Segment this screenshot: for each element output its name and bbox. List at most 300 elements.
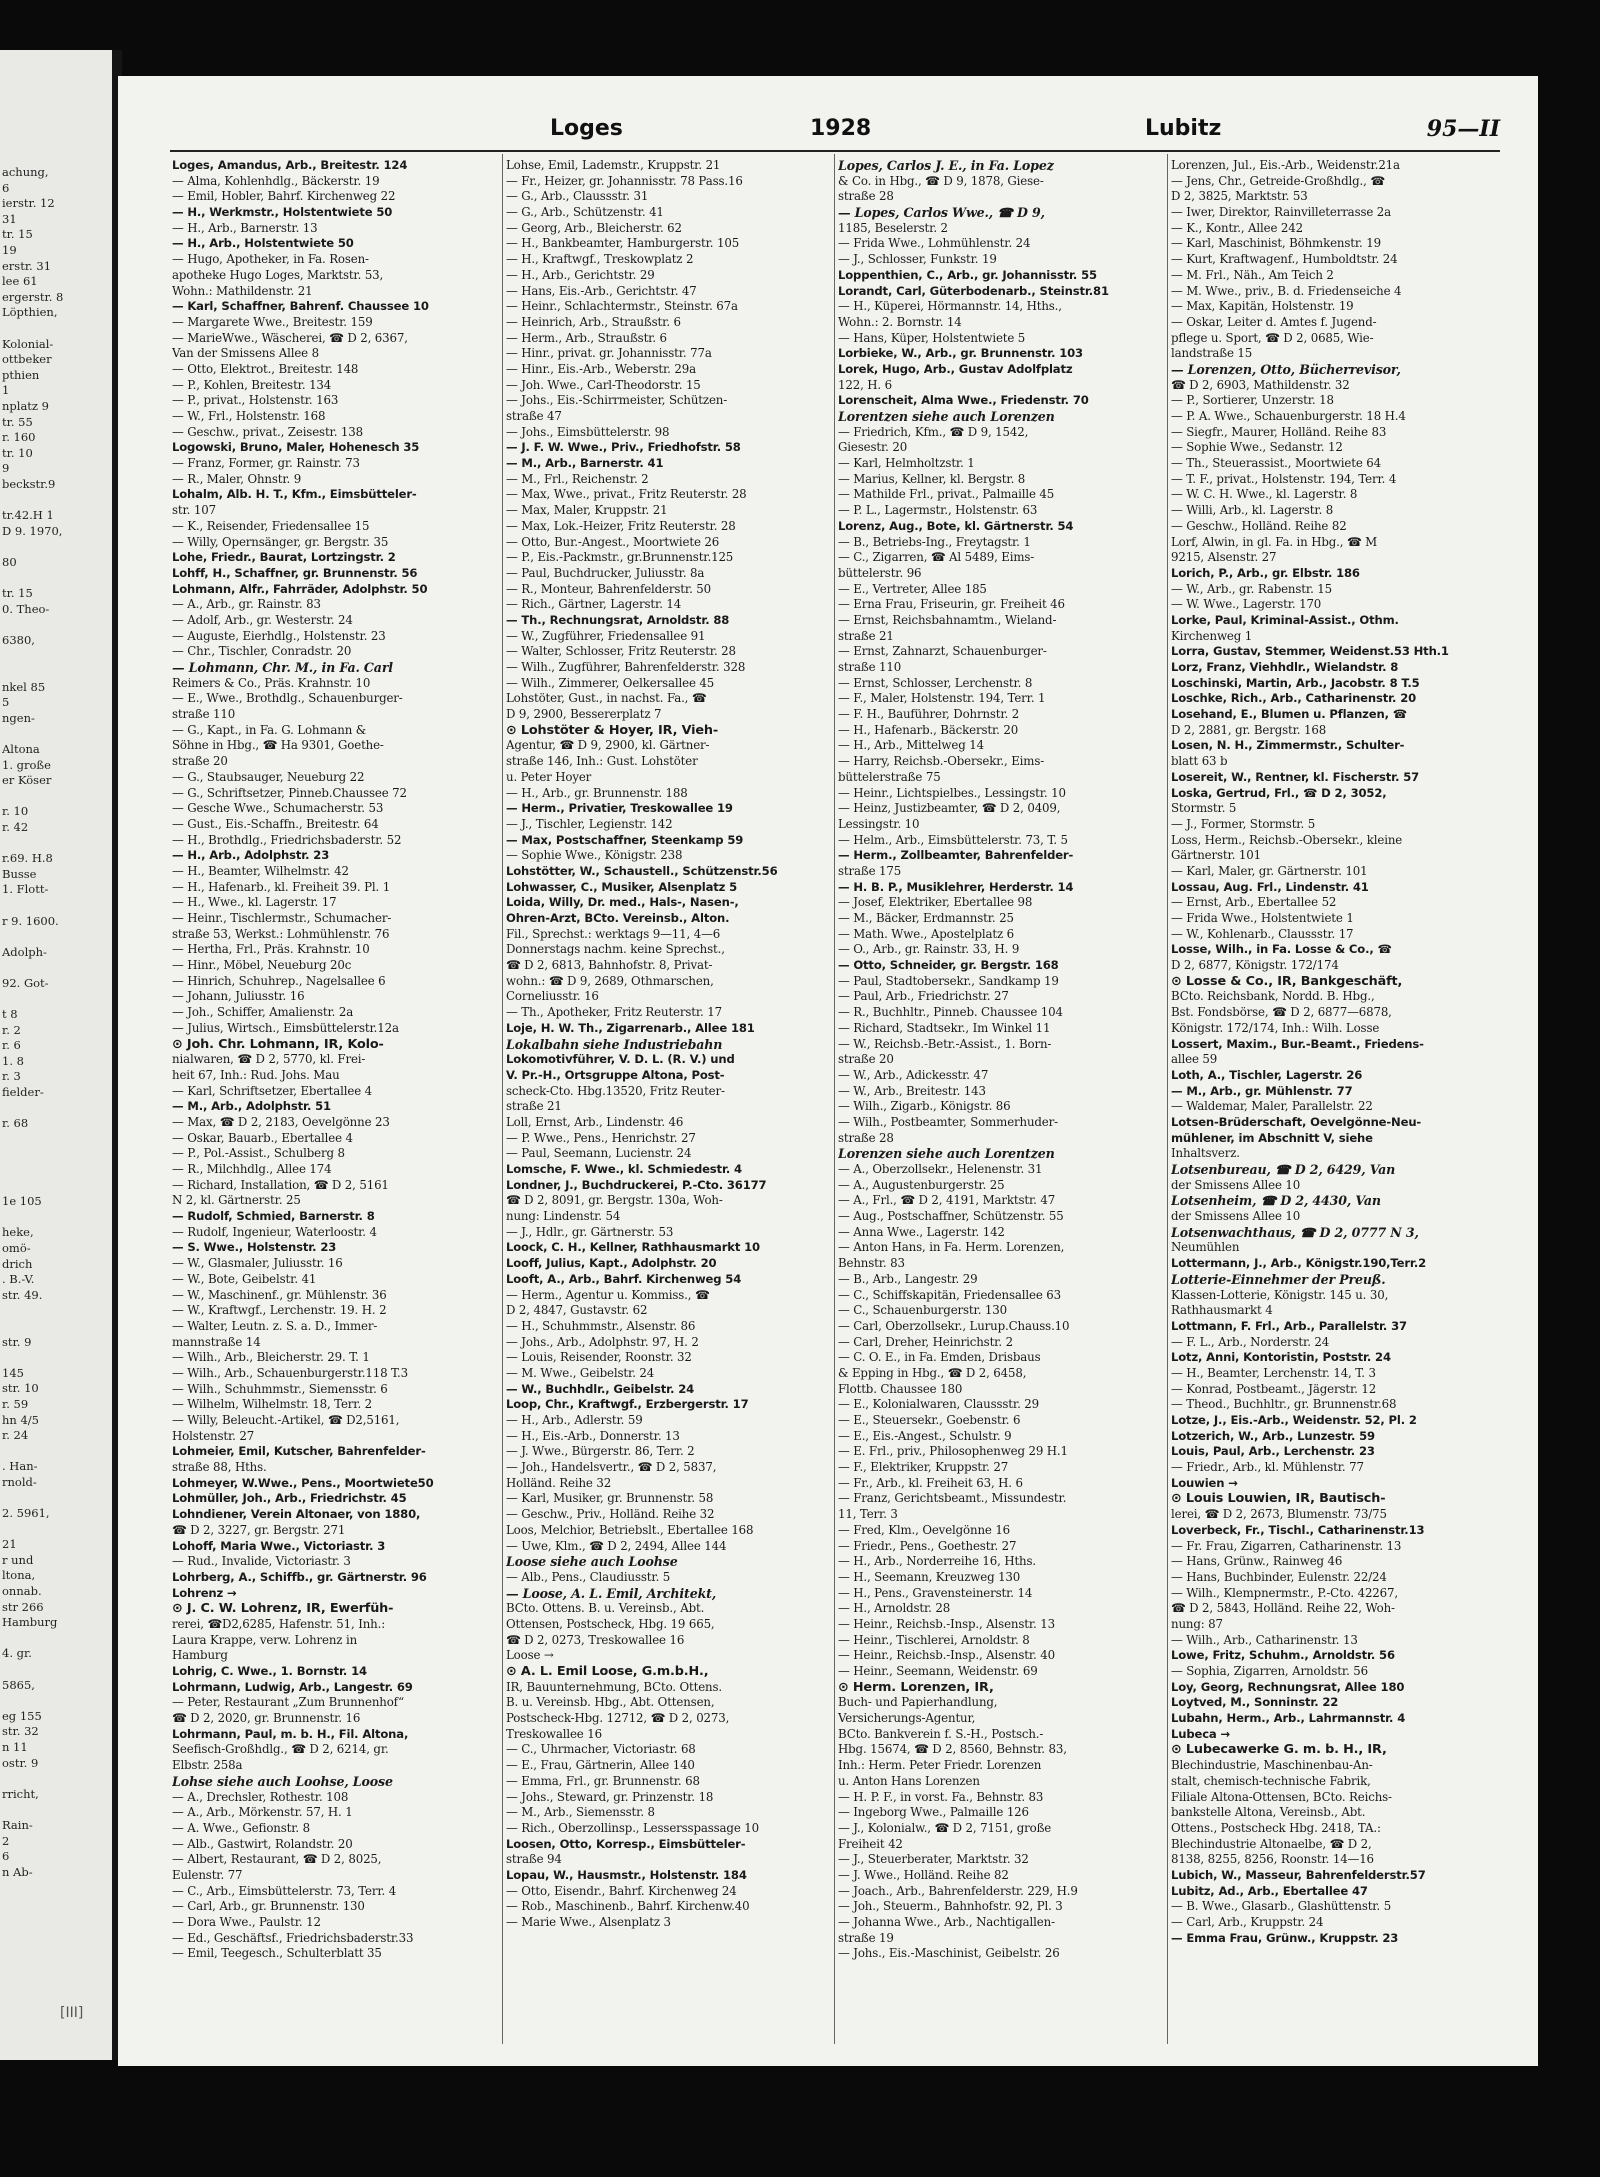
directory-entry: Blechindustrie, Maschinenbau-An- bbox=[1171, 1758, 1373, 1773]
directory-entry: ☎ D 2, 6813, Bahnhofstr. 8, Privat- bbox=[506, 958, 713, 973]
directory-entry: — H., Arb., Adolphstr. 23 bbox=[172, 848, 330, 863]
directory-entry: — Wilh., Arb., Catharinenstr. 13 bbox=[1171, 1632, 1358, 1647]
directory-entry: Freiheit 42 bbox=[838, 1836, 903, 1851]
directory-entry: 122, H. 6 bbox=[838, 377, 892, 392]
directory-entry: allee 59 bbox=[1171, 1052, 1218, 1067]
directory-entry: — P. L., Lagermstr., Holstenstr. 63 bbox=[838, 503, 1038, 518]
prev-page-line: 80 bbox=[2, 554, 17, 569]
header-year: 1928 bbox=[810, 116, 872, 141]
directory-entry: Loska, Gertrud, Frl., ☎ D 2, 3052, bbox=[1171, 785, 1387, 800]
prev-page-line bbox=[2, 1490, 114, 1506]
directory-entry: — Karl, Maler, gr. Gärtnerstr. 101 bbox=[1171, 863, 1368, 878]
prev-page-line: 31 bbox=[2, 211, 17, 226]
directory-entry: — Heinr., Seemann, Weidenstr. 69 bbox=[838, 1664, 1038, 1678]
directory-entry: Hamburg bbox=[172, 1648, 228, 1663]
directory-entry: — Otto, Elektrot., Breitestr. 148 bbox=[172, 361, 359, 376]
prev-page-line bbox=[2, 617, 114, 633]
directory-entry: — Peter, Restaurant „Zum Brunnenhof“ bbox=[172, 1695, 404, 1710]
prev-page-line bbox=[2, 1303, 114, 1319]
directory-entry: BCto. Ottens. B. u. Vereinsb., Abt. bbox=[506, 1601, 705, 1616]
directory-entry: Lotz, Anni, Kontoristin, Poststr. 24 bbox=[1171, 1350, 1391, 1365]
directory-entry: — Otto, Schneider, gr. Bergstr. 168 bbox=[838, 958, 1059, 973]
directory-entry: — M., Frl., Reichenstr. 2 bbox=[506, 471, 649, 486]
directory-entry: — K., Reisender, Friedensallee 15 bbox=[172, 518, 370, 533]
directory-entry: — T. F., privat., Holstenstr. 194, Terr. 4 bbox=[1171, 471, 1397, 486]
directory-entry: Lessingstr. 10 bbox=[838, 816, 920, 831]
prev-page-line bbox=[2, 1522, 114, 1538]
directory-entry: Loverbeck, Fr., Tischl., Catharinenstr.13 bbox=[1171, 1522, 1425, 1537]
directory-entry: Lotze, J., Eis.-Arb., Weidenstr. 52, Pl. 2 bbox=[1171, 1413, 1417, 1427]
directory-entry: — Max, Wwe., privat., Fritz Reuterstr. 28 bbox=[506, 487, 747, 502]
prev-page-line: r. 10 bbox=[2, 804, 29, 819]
directory-entry: Bst. Fondsbörse, ☎ D 2, 6877—6878, bbox=[1171, 1005, 1392, 1020]
directory-entry: Holländ. Reihe 32 bbox=[506, 1475, 612, 1490]
directory-entry: — Wilhelm, Wilhelmstr. 18, Terr. 2 bbox=[172, 1397, 373, 1412]
directory-entry: — H., Brothdlg., Friedrichsbaderstr. 52 bbox=[172, 832, 402, 847]
directory-entry: — W., Frl., Holstenstr. 168 bbox=[172, 409, 326, 423]
directory-entry: Lorenzen siehe auch Lorentzen bbox=[838, 1146, 1055, 1162]
directory-entry: — W., Kraftwgf., Lerchenstr. 19. H. 2 bbox=[172, 1303, 387, 1318]
prev-page-line: tr. 55 bbox=[2, 414, 33, 429]
directory-entry: ☎ D 2, 8091, gr. Bergstr. 130a, Woh- bbox=[506, 1193, 723, 1208]
directory-entry: — Herm., Privatier, Treskowallee 19 bbox=[506, 801, 733, 816]
directory-entry: — Auguste, Eierhdlg., Holstenstr. 23 bbox=[172, 628, 386, 643]
prev-page-line: ostr. 9 bbox=[2, 1755, 39, 1770]
page-header bbox=[170, 116, 1500, 146]
directory-entry: — Ed., Geschäftsf., Friedrichsbaderstr.33 bbox=[172, 1930, 414, 1945]
directory-entry: — H., Bankbeamter, Hamburgerstr. 105 bbox=[506, 236, 740, 251]
directory-entry: — Joh., Schiffer, Amalienstr. 2a bbox=[172, 1005, 354, 1020]
directory-entry: ⊙ Losse & Co., IR, Bankgeschäft, bbox=[1171, 973, 1403, 989]
prev-page-line: r.69. H.8 bbox=[2, 851, 53, 866]
directory-entry: — Hans, Küper, Holstentwiete 5 bbox=[838, 330, 1026, 345]
directory-entry: Lorra, Gustav, Stemmer, Weidenst.53 Hth.1 bbox=[1171, 644, 1449, 659]
directory-entry: — C., Arb., Eimsbüttelerstr. 73, Terr. 4 bbox=[172, 1883, 397, 1898]
directory-entry: ⊙ Herm. Lorenzen, IR, bbox=[838, 1679, 994, 1695]
directory-entry: — K., Kontr., Allee 242 bbox=[1171, 220, 1303, 235]
directory-entry: — H., Hafenarb., Bäckerstr. 20 bbox=[838, 722, 1019, 737]
directory-entry: Lorbieke, W., Arb., gr. Brunnenstr. 103 bbox=[838, 346, 1083, 361]
directory-entry: — Heinr., Tischlermstr., Schumacher- bbox=[172, 911, 392, 925]
directory-entry: — C., Uhrmacher, Victoriastr. 68 bbox=[506, 1742, 696, 1757]
directory-entry: — Sophie Wwe., Königstr. 238 bbox=[506, 848, 683, 863]
directory-entry: Lorich, P., Arb., gr. Elbstr. 186 bbox=[1171, 565, 1360, 580]
directory-entry: — Wilh., Schuhmmstr., Siemensstr. 6 bbox=[172, 1381, 388, 1396]
directory-entry: — M., Arb., Adolphstr. 51 bbox=[172, 1099, 331, 1114]
prev-page-line: str. 9 bbox=[2, 1334, 32, 1349]
directory-entry: — H., Beamter, Wilhelmstr. 42 bbox=[172, 863, 349, 878]
directory-entry: — Theod., Buchhltr., gr. Brunnenstr.68 bbox=[1171, 1397, 1397, 1412]
directory-entry: — Paul, Arb., Friedrichstr. 27 bbox=[838, 989, 1009, 1004]
header-first-entry: Loges bbox=[550, 116, 623, 141]
directory-entry: — H., Arb., Barnerstr. 13 bbox=[172, 220, 318, 235]
directory-entry: Loje, H. W. Th., Zigarrenarb., Allee 181 bbox=[506, 1020, 755, 1035]
prev-page-line: 21 bbox=[2, 1537, 17, 1552]
prev-page-line bbox=[2, 1163, 114, 1179]
directory-entry: — Marie Wwe., Alsenplatz 3 bbox=[506, 1915, 671, 1929]
directory-entry: — W., Glasmaler, Juliusstr. 16 bbox=[172, 1256, 343, 1271]
prev-page-line: r. 68 bbox=[2, 1116, 29, 1131]
directory-entry: Lorentzen siehe auch Lorenzen bbox=[838, 409, 1055, 424]
directory-entry: Loos, Melchior, Betriebslt., Ebertallee 168 bbox=[506, 1522, 754, 1537]
directory-entry: N 2, kl. Gärtnerstr. 25 bbox=[172, 1193, 301, 1208]
prev-page-line: n 11 bbox=[2, 1739, 28, 1754]
directory-entry: — F., Maler, Holstenstr. 194, Terr. 1 bbox=[838, 691, 1046, 706]
directory-entry: — G., Staubsauger, Neueburg 22 bbox=[172, 769, 365, 784]
directory-entry: — Johann, Juliusstr. 16 bbox=[172, 989, 305, 1004]
directory-entry: — Frida Wwe., Lohmühlenstr. 24 bbox=[838, 236, 1031, 251]
directory-entry: — F. H., Bauführer, Dohrnstr. 2 bbox=[838, 707, 1020, 722]
directory-entry: Lohmeyer, W.Wwe., Pens., Moortwiete50 bbox=[172, 1475, 434, 1490]
directory-entry: — Franz, Gerichtsbeamt., Missundestr. bbox=[838, 1491, 1067, 1506]
directory-entry: straße 110 bbox=[172, 707, 236, 722]
directory-entry: Inh.: Herm. Peter Friedr. Lorenzen bbox=[838, 1758, 1042, 1773]
directory-entry: — W., Reichsb.-Betr.-Assist., 1. Born- bbox=[838, 1036, 1052, 1051]
directory-entry: — Oskar, Leiter d. Amtes f. Jugend- bbox=[1171, 314, 1377, 329]
directory-entry: — Rob., Maschinenb., Bahrf. Kirchenw.40 bbox=[506, 1899, 750, 1914]
directory-entry: — E., Vertreter, Allee 185 bbox=[838, 581, 987, 596]
directory-entry: büttelerstr. 96 bbox=[838, 565, 922, 580]
prev-page-line bbox=[2, 1179, 114, 1195]
directory-entry: & Epping in Hbg., ☎ D 2, 6458, bbox=[838, 1365, 1027, 1380]
directory-entry: — Willy, Opernsänger, gr. Bergstr. 35 bbox=[172, 534, 389, 549]
prev-page-line: 92. Got- bbox=[2, 975, 49, 990]
prev-page-line: eg 155 bbox=[2, 1708, 42, 1723]
directory-entry: — C., Zigarren, ☎ Al 5489, Eims- bbox=[838, 550, 1035, 565]
directory-entry: Lohe, Friedr., Baurat, Lortzingstr. 2 bbox=[172, 550, 396, 565]
directory-entry: Lohrenz → bbox=[172, 1585, 237, 1600]
directory-entry: wohn.: ☎ D 9, 2689, Othmarschen, bbox=[506, 973, 714, 988]
directory-entry: Elbstr. 258a bbox=[172, 1758, 243, 1773]
directory-entry: — Wilh., Arb., Schauenburgerstr.118 T.3 bbox=[172, 1365, 408, 1380]
directory-entry: — H., Arb., Mittelweg 14 bbox=[838, 738, 984, 753]
prev-page-line bbox=[2, 492, 114, 508]
directory-entry: — A., Arb., Mörkenstr. 57, H. 1 bbox=[172, 1805, 353, 1820]
directory-entry: — Willi, Arb., kl. Lagerstr. 8 bbox=[1171, 503, 1334, 518]
directory-entry: Lokomotivführer, V. D. L. (R. V.) und bbox=[506, 1052, 735, 1067]
directory-entry: — Ernst, Arb., Ebertallee 52 bbox=[1171, 895, 1337, 910]
directory-entry: — Herm., Arb., Straußstr. 6 bbox=[506, 330, 667, 345]
directory-entry: — Sophia, Zigarren, Arnoldstr. 56 bbox=[1171, 1664, 1368, 1678]
directory-entry: — E. Frl., priv., Philosophenweg 29 H.1 bbox=[838, 1444, 1068, 1459]
directory-entry: — P., Eis.-Packmstr., gr.Brunnenstr.125 bbox=[506, 550, 734, 565]
prev-page-line: r. 160 bbox=[2, 430, 36, 445]
directory-entry: — Carl, Arb., Kruppstr. 24 bbox=[1171, 1915, 1324, 1929]
column-divider bbox=[1167, 154, 1168, 2044]
prev-page-line: r. 6 bbox=[2, 1038, 21, 1053]
directory-entry: Losen, N. H., Zimmermstr., Schulter- bbox=[1171, 738, 1405, 753]
directory-entry: ☎ D 2, 3227, gr. Bergstr. 271 bbox=[172, 1522, 346, 1537]
directory-entry: — H., Kraftwgf., Treskowplatz 2 bbox=[506, 252, 694, 267]
directory-entry: — H. P. F., in vorst. Fa., Behnstr. 83 bbox=[838, 1789, 1044, 1804]
directory-entry: Losereit, W., Rentner, kl. Fischerstr. 57 bbox=[1171, 769, 1420, 784]
prev-page-line: rnold- bbox=[2, 1474, 37, 1489]
directory-entry: — G., Kapt., in Fa. G. Lohmann & bbox=[172, 722, 367, 737]
prev-page-line bbox=[2, 1693, 114, 1709]
directory-entry: — Friedrich, Kfm., ☎ D 9, 1542, bbox=[838, 424, 1029, 439]
prev-page-line: ltona, bbox=[2, 1568, 36, 1583]
directory-entry: Lossert, Maxim., Bur.-Beamt., Friedens- bbox=[1171, 1036, 1424, 1051]
directory-entry: landstraße 15 bbox=[1171, 346, 1253, 361]
directory-column-1 bbox=[172, 158, 494, 1962]
directory-entry: Loschinski, Martin, Arb., Jacobstr. 8 T.5 bbox=[1171, 675, 1420, 690]
prev-page-line bbox=[2, 1210, 114, 1226]
prev-page-line: Hamburg bbox=[2, 1615, 58, 1630]
directory-entry: Lotsenheim, ☎ D 2, 4430, Van bbox=[1171, 1193, 1381, 1209]
directory-entry: Loose → bbox=[506, 1648, 554, 1663]
directory-entry: — O., Arb., gr. Rainstr. 33, H. 9 bbox=[838, 942, 1020, 957]
directory-entry: straße 94 bbox=[506, 1852, 562, 1867]
prev-page-line: r. 24 bbox=[2, 1428, 29, 1443]
directory-entry: — H., Arnoldstr. 28 bbox=[838, 1601, 951, 1616]
directory-entry: Lohff, H., Schaffner, gr. Brunnenstr. 56 bbox=[172, 565, 418, 580]
directory-entry: ⊙ J. C. W. Lohrenz, IR, Ewerfüh- bbox=[172, 1601, 394, 1617]
directory-entry: Loll, Ernst, Arb., Lindenstr. 46 bbox=[506, 1114, 684, 1129]
directory-entry: — Hinr., Eis.-Arb., Weberstr. 29a bbox=[506, 361, 696, 376]
directory-entry: Ottensen, Postscheck, Hbg. 19 665, bbox=[506, 1616, 715, 1631]
directory-entry: straße 175 bbox=[838, 863, 902, 878]
directory-entry: — Friedr., Pens., Goethestr. 27 bbox=[838, 1538, 1017, 1553]
directory-entry: — Emil, Hobler, Bahrf. Kirchenweg 22 bbox=[172, 189, 396, 204]
prev-page-line: 1. große bbox=[2, 757, 51, 772]
directory-entry: Lohrberg, A., Schiffb., gr. Gärtnerstr. 96 bbox=[172, 1569, 427, 1584]
prev-page-line: str. 10 bbox=[2, 1381, 39, 1396]
directory-entry: stalt, chemisch-technische Fabrik, bbox=[1171, 1773, 1371, 1788]
directory-entry: — M., Bäcker, Erdmannstr. 25 bbox=[838, 911, 1014, 925]
prev-page-line bbox=[2, 1147, 114, 1163]
directory-entry: Lohse, Emil, Lademstr., Kruppstr. 21 bbox=[506, 158, 721, 172]
directory-entry: Behnstr. 83 bbox=[838, 1256, 905, 1271]
directory-entry: — MarieWwe., Wäscherei, ☎ D 2, 6367, bbox=[172, 330, 408, 345]
directory-entry: — M., Arb., Siemensstr. 8 bbox=[506, 1805, 655, 1820]
directory-entry: — Emma, Frl., gr. Brunnenstr. 68 bbox=[506, 1773, 700, 1788]
directory-entry: — J., Tischler, Legienstr. 142 bbox=[506, 816, 673, 831]
prev-page-line: 0. Theo- bbox=[2, 601, 50, 616]
directory-entry: Loosen, Otto, Korresp., Eimsbütteler- bbox=[506, 1836, 746, 1851]
prev-page-line bbox=[2, 664, 114, 680]
directory-entry: — E., Steuersekr., Goebenstr. 6 bbox=[838, 1413, 1021, 1427]
directory-entry: mannstraße 14 bbox=[172, 1334, 261, 1349]
prev-page-line: r und bbox=[2, 1552, 34, 1567]
directory-entry: Loytved, M., Sonninstr. 22 bbox=[1171, 1695, 1339, 1710]
prev-page-line: tr. 15 bbox=[2, 586, 33, 601]
directory-entry: Lubitz, Ad., Arb., Ebertallee 47 bbox=[1171, 1883, 1368, 1898]
directory-entry: D 2, 4847, Gustavstr. 62 bbox=[506, 1303, 648, 1318]
directory-entry: — H., Küperei, Hörmannstr. 14, Hths., bbox=[838, 299, 1062, 314]
directory-entry: — Adolf, Arb., gr. Westerstr. 24 bbox=[172, 612, 353, 627]
directory-entry: — W., Arb., gr. Rabenstr. 15 bbox=[1171, 581, 1332, 596]
directory-entry: — Franz, Former, gr. Rainstr. 73 bbox=[172, 456, 360, 471]
directory-entry: Wohn.: 2. Bornstr. 14 bbox=[838, 314, 962, 329]
directory-entry: — Geschw., privat., Zeisestr. 138 bbox=[172, 424, 363, 439]
directory-entry: — Konrad, Postbeamt., Jägerstr. 12 bbox=[1171, 1381, 1377, 1396]
directory-entry: — R., Monteur, Bahrenfelderstr. 50 bbox=[506, 581, 711, 596]
directory-entry: — Karl, Schaffner, Bahrenf. Chaussee 10 bbox=[172, 299, 429, 314]
directory-entry: Lohstötter, W., Schaustell., Schützenstr.56 bbox=[506, 863, 778, 878]
directory-entry: Looff, Julius, Kapt., Adolphstr. 20 bbox=[506, 1256, 717, 1271]
directory-entry: Lomsche, F. Wwe., kl. Schmiedestr. 4 bbox=[506, 1162, 742, 1176]
directory-entry: — H., Arb., Adlerstr. 59 bbox=[506, 1413, 643, 1427]
directory-entry: Postscheck-Hbg. 12712, ☎ D 2, 0273, bbox=[506, 1711, 730, 1726]
directory-entry: Söhne in Hbg., ☎ Ha 9301, Goethe- bbox=[172, 738, 384, 753]
directory-entry: — Anna Wwe., Lagerstr. 142 bbox=[838, 1224, 1005, 1239]
prev-page-line bbox=[2, 1350, 114, 1366]
directory-entry: — Fred, Klm., Oevelgönne 16 bbox=[838, 1522, 1011, 1537]
directory-entry: — Geschw., Holländ. Reihe 82 bbox=[1171, 518, 1347, 533]
directory-entry: — Hinr., privat. gr. Johannisstr. 77a bbox=[506, 346, 712, 361]
directory-entry: — H., Pens., Gravensteinerstr. 14 bbox=[838, 1585, 1033, 1600]
directory-entry: — H., Eis.-Arb., Donnerstr. 13 bbox=[506, 1428, 680, 1443]
directory-page bbox=[118, 76, 1538, 2066]
header-rule bbox=[170, 150, 1500, 152]
directory-entry: — Carl, Dreher, Heinrichstr. 2 bbox=[838, 1334, 1013, 1349]
directory-entry: Lohmann, Alfr., Fahrräder, Adolphstr. 50 bbox=[172, 581, 428, 596]
directory-entry: straße 28 bbox=[838, 1130, 894, 1145]
directory-entry: — Hugo, Apotheker, in Fa. Rosen- bbox=[172, 252, 369, 267]
directory-entry: — Rudolf, Schmied, Barnerstr. 8 bbox=[172, 1209, 375, 1224]
directory-entry: straße 110 bbox=[838, 660, 902, 674]
prev-page-line: achung, bbox=[2, 165, 49, 179]
directory-entry: IR, Bauunternehmung, BCto. Ottens. bbox=[506, 1679, 722, 1694]
directory-entry: — Johs., Arb., Adolphstr. 97, H. 2 bbox=[506, 1334, 699, 1349]
directory-entry: — R., Milchhdlg., Allee 174 bbox=[172, 1162, 332, 1176]
directory-entry: scheck-Cto. Hbg.13520, Fritz Reuter- bbox=[506, 1083, 725, 1098]
directory-entry: Reimers & Co., Präs. Krahnstr. 10 bbox=[172, 675, 371, 690]
directory-entry: — Alma, Kohlenhdlg., Bäckerstr. 19 bbox=[172, 173, 380, 188]
column-divider bbox=[834, 154, 835, 2044]
directory-entry: Lubeca → bbox=[1171, 1726, 1231, 1741]
directory-entry: — Josef, Elektriker, Ebertallee 98 bbox=[838, 895, 1033, 910]
directory-entry: Lotsenwachthaus, ☎ D 2, 0777 N 3, bbox=[1171, 1224, 1419, 1240]
prev-page-line: omö- bbox=[2, 1240, 31, 1255]
directory-entry: Ottens., Postscheck Hbg. 2418, TA.: bbox=[1171, 1820, 1381, 1835]
directory-entry: Loppenthien, C., Arb., gr. Johannisstr. 55 bbox=[838, 267, 1097, 282]
directory-entry: nung: 87 bbox=[1171, 1616, 1223, 1631]
directory-entry: — J. F. W. Wwe., Priv., Friedhofstr. 58 bbox=[506, 440, 741, 455]
prev-page-line: drich bbox=[2, 1256, 33, 1271]
directory-entry: — Max, Maler, Kruppstr. 21 bbox=[506, 503, 668, 518]
directory-entry: — H., Werkmstr., Holstentwiete 50 bbox=[172, 205, 393, 220]
directory-entry: — H., Arb., Norderreihe 16, Hths. bbox=[838, 1554, 1036, 1569]
directory-entry: — Max, ☎ D 2, 2183, Oevelgönne 23 bbox=[172, 1114, 390, 1129]
prev-page-line: beckstr.9 bbox=[2, 476, 56, 491]
directory-entry: — Joach., Arb., Bahrenfelderstr. 229, H.9 bbox=[838, 1883, 1078, 1898]
directory-entry: Lorenzen, Jul., Eis.-Arb., Weidenstr.21a bbox=[1171, 158, 1400, 172]
directory-entry: — Dora Wwe., Paulstr. 12 bbox=[172, 1915, 321, 1929]
directory-entry: — W., Arb., Breitestr. 143 bbox=[838, 1083, 986, 1098]
prev-page-line: Löpthien, bbox=[2, 305, 58, 320]
directory-entry: Kirchenweg 1 bbox=[1171, 628, 1253, 643]
prev-page-line: pthien bbox=[2, 367, 40, 382]
directory-entry: — Math. Wwe., Apostelplatz 6 bbox=[838, 926, 1015, 941]
directory-entry: — Johs., Eimsbüttelerstr. 98 bbox=[506, 424, 670, 439]
directory-entry: — Johs., Eis.-Maschinist, Geibelstr. 26 bbox=[838, 1946, 1060, 1961]
directory-entry: Lohwasser, C., Musiker, Alsenplatz 5 bbox=[506, 879, 738, 894]
directory-entry: — Joh., Steuerm., Bahnhofstr. 92, Pl. 3 bbox=[838, 1899, 1063, 1914]
prev-page-line: er Köser bbox=[2, 773, 52, 788]
directory-entry: — Siegfr., Maurer, Holländ. Reihe 83 bbox=[1171, 424, 1387, 439]
directory-entry: — Wilh., Zigarb., Königstr. 86 bbox=[838, 1099, 1011, 1114]
directory-entry: — P., Pol.-Assist., Schulberg 8 bbox=[172, 1146, 345, 1161]
directory-entry: straße 20 bbox=[172, 754, 228, 769]
directory-entry: ⊙ A. L. Emil Loose, G.m.b.H., bbox=[506, 1664, 709, 1679]
directory-entry: — F., Elektriker, Kruppstr. 27 bbox=[838, 1460, 1009, 1475]
prev-page-line: str 266 bbox=[2, 1599, 44, 1614]
directory-entry: — Loose, A. L. Emil, Architekt, bbox=[506, 1585, 717, 1601]
directory-entry: V. Pr.-H., Ortsgruppe Altona, Post- bbox=[506, 1067, 725, 1082]
prev-page-line: lee 61 bbox=[2, 274, 38, 289]
directory-entry: Lohalm, Alb. H. T., Kfm., Eimsbütteler- bbox=[172, 487, 417, 502]
directory-entry: — Julius, Wirtsch., Eimsbüttelerstr.12a bbox=[172, 1020, 399, 1035]
directory-entry: — Gesche Wwe., Schumacherstr. 53 bbox=[172, 801, 384, 816]
prev-page-line bbox=[2, 1132, 114, 1148]
directory-entry: — Richard, Installation, ☎ D 2, 5161 bbox=[172, 1177, 389, 1192]
directory-entry: — H., Arb., gr. Brunnenstr. 188 bbox=[506, 785, 688, 800]
directory-entry: Eulenstr. 77 bbox=[172, 1867, 243, 1882]
directory-entry: Lohrmann, Ludwig, Arb., Langestr. 69 bbox=[172, 1679, 413, 1694]
directory-entry: straße 20 bbox=[838, 1052, 894, 1067]
directory-entry: Lottmann, F. Frl., Arb., Parallelstr. 37 bbox=[1171, 1318, 1407, 1333]
directory-entry: — Alb., Pens., Claudiusstr. 5 bbox=[506, 1569, 671, 1584]
directory-entry: Donnerstags nachm. keine Sprechst., bbox=[506, 942, 725, 957]
prev-page-line: r 9. 1600. bbox=[2, 913, 59, 928]
prev-page-line: r. 42 bbox=[2, 819, 29, 834]
directory-entry: — Wilh., Klempnermstr., P.-Cto. 42267, bbox=[1171, 1585, 1398, 1600]
directory-entry: — Hertha, Frl., Präs. Krahnstr. 10 bbox=[172, 942, 370, 957]
directory-entry: — C., Schauenburgerstr. 130 bbox=[838, 1303, 1007, 1318]
directory-entry: — Karl, Schriftsetzer, Ebertallee 4 bbox=[172, 1083, 372, 1098]
directory-entry: ☎ D 2, 2020, gr. Brunnenstr. 16 bbox=[172, 1711, 361, 1726]
directory-entry: — Harry, Reichsb.-Obersekr., Eims- bbox=[838, 754, 1045, 769]
directory-entry: Stormstr. 5 bbox=[1171, 801, 1237, 816]
directory-entry: — A., Drechsler, Rothestr. 108 bbox=[172, 1789, 349, 1804]
directory-entry: — H., Arb., Gerichtstr. 29 bbox=[506, 267, 655, 282]
directory-entry: — Joh. Wwe., Carl-Theodorstr. 15 bbox=[506, 377, 701, 392]
prev-page-line: 1e 105 bbox=[2, 1194, 42, 1209]
directory-entry: straße 88, Hths. bbox=[172, 1460, 267, 1475]
prev-page-line bbox=[2, 836, 114, 852]
directory-column-2 bbox=[506, 158, 828, 1931]
directory-entry: — P., Kohlen, Breitestr. 134 bbox=[172, 377, 332, 392]
directory-entry: ⊙ Louis Louwien, IR, Bautisch- bbox=[1171, 1491, 1386, 1507]
directory-entry: Loida, Willy, Dr. med., Hals-, Nasen-, bbox=[506, 895, 739, 910]
directory-entry: — C., Schiffskapitän, Friedensallee 63 bbox=[838, 1287, 1061, 1302]
directory-entry: — Wilh., Arb., Bleicherstr. 29. T. 1 bbox=[172, 1350, 370, 1365]
prev-page-line bbox=[2, 570, 114, 586]
directory-entry: — Aug., Postschaffner, Schützenstr. 55 bbox=[838, 1209, 1064, 1224]
directory-entry: — E., Kolonialwaren, Claussstr. 29 bbox=[838, 1397, 1039, 1412]
directory-entry: — G., Schriftsetzer, Pinneb.Chaussee 72 bbox=[172, 785, 407, 800]
directory-entry: D 2, 6877, Königstr. 172/174 bbox=[1171, 958, 1339, 973]
directory-entry: — Sophie Wwe., Sedanstr. 12 bbox=[1171, 440, 1343, 455]
directory-entry: — J., Schlosser, Funkstr. 19 bbox=[838, 252, 997, 267]
directory-entry: — J., Kolonialw., ☎ D 2, 7151, große bbox=[838, 1820, 1052, 1835]
directory-entry: Lohrmann, Paul, m. b. H., Fil. Altona, bbox=[172, 1726, 409, 1741]
prev-page-line: 6 bbox=[2, 180, 10, 195]
directory-entry: — Walter, Schlosser, Fritz Reuterstr. 28 bbox=[506, 644, 736, 659]
directory-entry: Londner, J., Buchdruckerei, P.-Cto. 36177 bbox=[506, 1177, 767, 1192]
directory-entry: — Helm., Arb., Eimsbüttelerstr. 73, T. 5 bbox=[838, 832, 1068, 847]
directory-entry: 1185, Beselerstr. 2 bbox=[838, 220, 948, 235]
prev-page-line: onnab. bbox=[2, 1584, 42, 1599]
directory-entry: — Fr. Frau, Zigarren, Catharinenstr. 13 bbox=[1171, 1538, 1402, 1553]
directory-column-4 bbox=[1171, 158, 1493, 1946]
directory-entry: Giesestr. 20 bbox=[838, 440, 908, 455]
directory-entry: Holstenstr. 27 bbox=[172, 1428, 255, 1443]
directory-entry: — Willy, Beleucht.-Artikel, ☎ D2,5161, bbox=[172, 1413, 400, 1427]
directory-entry: Klassen-Lotterie, Königstr. 145 u. 30, bbox=[1171, 1287, 1389, 1302]
directory-entry: straße 21 bbox=[838, 628, 894, 643]
